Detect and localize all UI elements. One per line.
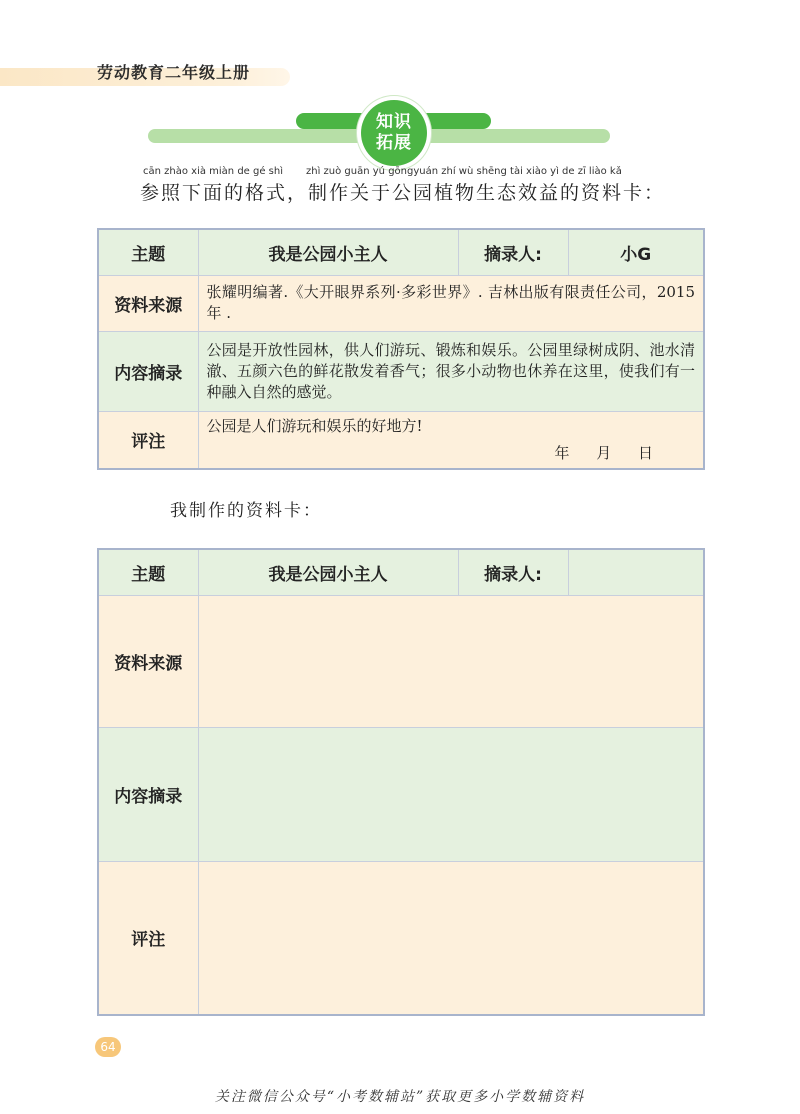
pinyin-line-1: cān zhào xià miàn de gé shì (143, 166, 284, 177)
source-blank-cell[interactable] (198, 595, 704, 727)
source-value: 张耀明编著.《大开眼界系列·多彩世界》. 吉林出版有限责任公司，2015 年 . (198, 275, 704, 331)
table-row (98, 331, 704, 411)
badge-line-1: 知识 (376, 112, 412, 132)
excerpt-blank-cell[interactable] (198, 727, 704, 861)
source-label: 资料来源 (98, 595, 198, 727)
example-card-table (97, 228, 705, 470)
topic-label: 主题 (98, 229, 198, 275)
topic-value: 我是公园小主人 (198, 229, 458, 275)
table-row (98, 411, 704, 469)
table-row (98, 229, 704, 275)
comment-label: 评注 (98, 861, 198, 1015)
recorder-label: 摘录人: (458, 229, 568, 275)
my-card-label: 我制作的资料卡： (170, 501, 322, 521)
recorder-blank-cell[interactable] (568, 549, 704, 595)
comment-value: 公园是人们游玩和娱乐的好地方! (206, 416, 423, 435)
table-row (98, 595, 704, 727)
topic-value: 我是公园小主人 (198, 549, 458, 595)
comment-label: 评注 (98, 411, 198, 469)
comment-cell (198, 411, 704, 469)
table-row (98, 727, 704, 861)
pinyin-line-2: zhì zuò guān yú gōngyuán zhí wù shēng tài xiào yì de zī liào kǎ (306, 166, 622, 177)
source-label: 资料来源 (98, 275, 198, 331)
page-number: 64 (95, 1037, 121, 1057)
book-title: 劳动教育二年级上册 (97, 63, 251, 82)
excerpt-label: 内容摘录 (98, 727, 198, 861)
footer-note: 关注微信公众号“小考数辅站”获取更多小学数辅资料 (214, 1089, 586, 1105)
recorder-value: 小G (568, 229, 704, 275)
table-row (98, 861, 704, 1015)
my-card-table (97, 548, 705, 1016)
topic-label: 主题 (98, 549, 198, 595)
excerpt-label: 内容摘录 (98, 331, 198, 411)
instruction-text: 参照下面的格式，制作关于公园植物生态效益的资料卡： (140, 182, 666, 204)
table-row (98, 549, 704, 595)
comment-blank-cell[interactable] (198, 861, 704, 1015)
recorder-label: 摘录人: (458, 549, 568, 595)
date-line: 年 月 日 (554, 443, 653, 462)
badge-line-2: 拓展 (376, 133, 412, 153)
knowledge-extension-badge (361, 100, 427, 166)
table-row (98, 275, 704, 331)
excerpt-value: 公园是开放性园林，供人们游玩、锻炼和娱乐。公园里绿树成阴、池水清澈、五颜六色的鲜花散发着香气；很多小动物也休养在这里，使我们有一种融入自然的感觉。 (198, 331, 704, 411)
